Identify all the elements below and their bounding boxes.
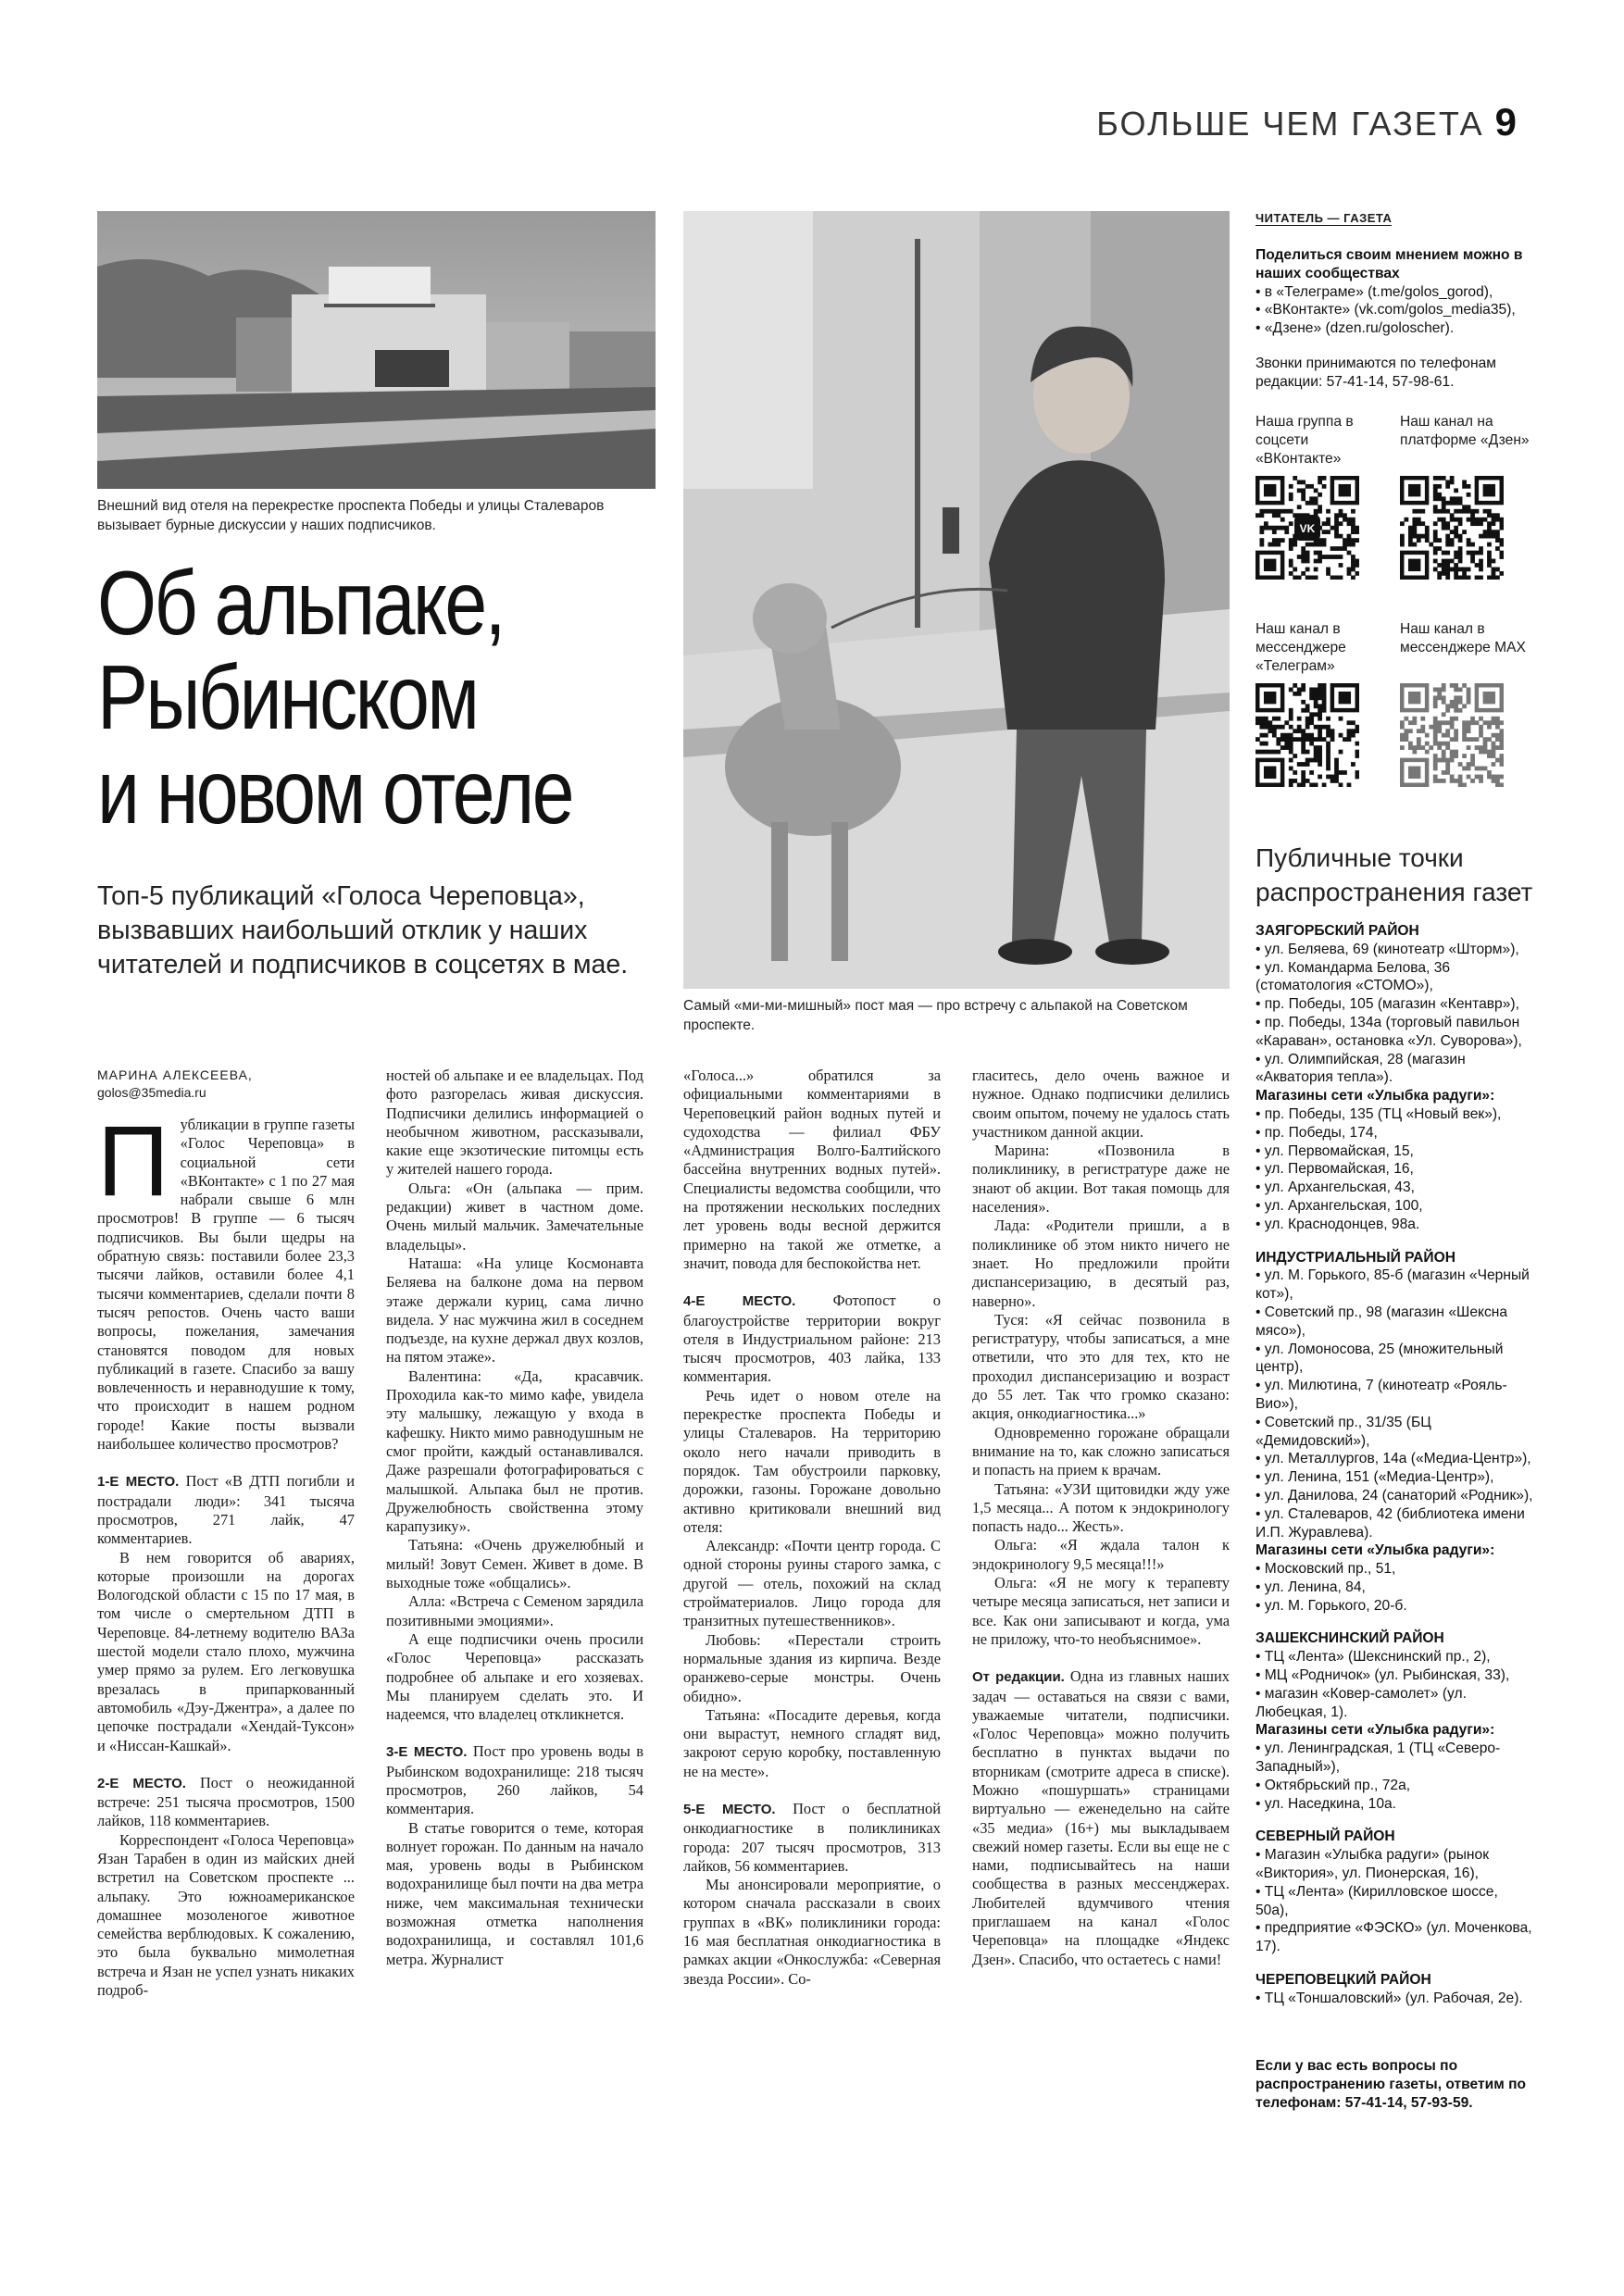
distribution-point: • ул. Архангельская, 100, <box>1255 1197 1423 1214</box>
district-block <box>1255 1828 1533 1956</box>
distribution-point: • ул. Первомайская, 15, <box>1255 1142 1414 1159</box>
paragraph: Одновременно горожане обращали внимание на то, как сложно записаться и попасть на прием к врачам. <box>972 1423 1230 1479</box>
distribution-point: • пр. Победы, 135 (ТЦ «Новый век»), <box>1255 1105 1502 1122</box>
qr-label-dzen: Наш канал на платформе «Дзен» <box>1400 414 1530 448</box>
distribution-point: • ул. Краснодонцев, 98а. <box>1255 1216 1420 1232</box>
phones-note: Звонки принимаются по телефонам редакции: 57-41-14, 57-98-61. <box>1255 355 1496 390</box>
page-number: 9 <box>1494 100 1518 144</box>
district-block <box>1255 922 1533 1234</box>
distribution-point: • ул. Командарма Белова, 36 (стоматология «СТОМО»), <box>1255 959 1451 994</box>
paragraph: Одна из главных наших задач — оставаться на связи с вами, уважаемые читатели, подписчики. «Голос Череповца» можно получить бесплатно в пунктах выдачи по вторникам (смотрите адреса в списке). Можно «пошуршать» страницами виртуально — еженедельно на сайте «35 медиа» (16+) мы выкладываем свежий номер газеты. Если вы еще не с нами, подписывайтесь на наши сообщества в разных мессенджерах. Любителей вдумчивого чтения приглашаем на канал «Голос Череповца» на площадке «Яндекс Дзен». Спасибо, что остаетесь с нами! <box>972 1667 1230 1968</box>
paragraph: Марина: «Позвонила в поликлинику, в регистратуре даже не знают об акции. Вот такая помощь для населения». <box>972 1142 1230 1217</box>
paragraph: Ольга: «Он (альпака — прим. редакции) живет в частном доме. Очень милый мальчик. Замечательные владельцы». <box>386 1179 643 1254</box>
qr-code-telegram[interactable] <box>1255 683 1359 787</box>
section-label: 5-Е МЕСТО. <box>683 1801 776 1817</box>
author-email: golos@35media.ru <box>97 1085 206 1100</box>
distribution-point: • ул. М. Горького, 85-б (магазин «Черный кот»), <box>1255 1267 1530 1303</box>
paragraph: Ольга: «Я не могу к терапевту четыре месяца записаться, нет записи и все. Как они записывают и когда, ума не приложу, что-то необъяснимое». <box>972 1574 1230 1648</box>
qr-label-telegram: Наш канал в мессенджере «Телеграм» <box>1255 621 1346 674</box>
article-column-4 <box>972 1067 1230 1969</box>
store-chain-label: Магазины сети «Улыбка радуги»: <box>1255 1722 1495 1739</box>
hotel-photo-caption: Внешний вид отеля на перекрестке проспекта Победы и улицы Сталеваров вызывает бурные дискуссии у наших подписчиков. <box>97 498 605 533</box>
distribution-point: • ТЦ «Лента» (Шекснинский пр., 2), <box>1255 1649 1491 1666</box>
paragraph: Татьяна: «Очень дружелюбный и милый! Зовут Семен. Живет в доме. В выходные тоже «общались». <box>386 1536 643 1592</box>
paragraph: Фотопост о благоустройстве территории вокруг отеля в Индустриальном районе: 213 тысяч просмотров, 403 лайка, 133 комментария. <box>683 1292 942 1386</box>
qr-label-max: Наш канал в мессенджере MAX <box>1400 621 1526 655</box>
district-block <box>1255 1629 1533 1813</box>
paragraph: В статье говорится о теме, которая волнует горожан. По данным на начало мая, уровень воды в Рыбинском водохранилище был почти на два метра ниже, чем максимальная технически возможная отметка наполнения водохранилища, и составлял 101,6 метра. Журналист <box>386 1818 643 1968</box>
distribution-point: • ул. Ленина, 151 («Медиа-Центр»), <box>1255 1469 1494 1486</box>
distribution-point: • пр. Победы, 105 (магазин «Кентавр»), <box>1255 996 1519 1013</box>
distribution-point: • МЦ «Родничок» (ул. Рыбинская, 33), <box>1255 1667 1510 1684</box>
paragraph: Татьяна: «УЗИ щитовидки жду уже 1,5 месяца... А потом к эндокринологу попасть надо... Жесть». <box>972 1479 1230 1536</box>
district-name: ЧЕРЕПОВЕЦКИЙ РАЙОН <box>1255 1972 1431 1989</box>
distribution-point: • ул. Ленина, 84, <box>1255 1578 1366 1595</box>
distribution-point: • ул. Ленинградская, 1 (ТЦ «Северо-Западный»), <box>1255 1741 1501 1776</box>
drop-cap: П <box>97 1104 169 1217</box>
distribution-point: • ул. Ломоносова, 25 (множительный центр), <box>1255 1341 1504 1376</box>
paragraph: Мы анонсировали мероприятие, о котором сначала рассказали в своих группах в «ВК» поликлиники города: 16 мая бесплатная онкодиагностика в рамках акции «Онкослужба: «Северная звезда России». Со- <box>683 1876 941 1988</box>
article-headline <box>97 552 580 842</box>
paragraph: Пост о бесплатной онкодиагностике в поликлиниках города: 207 тысяч просмотров, 313 лайков, 56 комментариев. <box>683 1799 941 1875</box>
qr-code-dzen[interactable] <box>1400 476 1504 580</box>
alpaca-photo-caption: Самый «ми-ми-мишный» пост мая — про встречу с альпакой на Советском проспекте. <box>683 998 1188 1033</box>
distribution-point: • Советский пр., 98 (магазин «Шексна мясо»), <box>1255 1304 1508 1339</box>
article-column-2 <box>386 1067 643 1969</box>
share-block <box>1255 246 1533 392</box>
distribution-point: • пр. Победы, 174, <box>1255 1124 1378 1141</box>
paragraph: Валентина: «Да, красавчик. Проходила как-то мимо кафе, увидела эту малышку, лежащую у входа в кафешку. Никто мимо равнодушным не смог пройти, каждый останавливался. Даже разрешали фотографироваться с малышкой. Альпака был не против. Дружелюбность свойственна этому карапузику». <box>386 1366 643 1536</box>
paragraph: В нем говорится об авариях, которые произошли на дорогах Вологодской области с 15 по 17 мая, в том числе о смертельном ДТП в Череповце. 84-летнему водителю ВАЗа шестой модели стало плохо, мужчина умер прямо за рулем. Его легковушка врезалась в припаркованный автомобиль «Дэу-Джентра», а далее по цепочке пострадали «Хендай-Туксон» и «Ниссан-Кашкай». <box>97 1548 355 1754</box>
store-chain-label: Магазины сети «Улыбка радуги»: <box>1255 1088 1495 1104</box>
paragraph: А еще подписчики очень просили «Голос Череповца» рассказать подробнее об альпаке и его хозяевах. Мы планируем сделать это. И надеемся, что владелец откликнется. <box>386 1629 643 1724</box>
paragraph: Наташа: «На улице Космонавта Беляева на балконе дома на первом этаже держали куриц, сама лично видела. У нас мужчина жил в соседнем подъезде, на кухне держал двух козлов, на пятом этаже». <box>386 1254 643 1366</box>
paragraph: Татьяна: «Посадите деревья, когда они вырастут, немного сгладят вид, закроют серую коробку, поставленную не на месте». <box>683 1705 941 1780</box>
distribution-point: • ул. Металлургов, 14а («Медиа-Центр»), <box>1255 1451 1531 1467</box>
share-item-dzen[interactable]: • «Дзене» (dzen.ru/goloscher). <box>1255 320 1455 337</box>
sidebar-tag: ЧИТАТЕЛЬ — ГАЗЕТА <box>1255 211 1393 225</box>
paragraph: Пост о неожиданной встрече: 251 тысяча просмотров, 1500 лайков, 118 комментариев. <box>97 1773 356 1830</box>
distribution-point: • предприятие «ФЭСКО» (ул. Моченкова, 17). <box>1255 1920 1532 1955</box>
distribution-point: • ул. Архангельская, 43, <box>1255 1179 1415 1196</box>
paragraph: «Голоса...» обратился за официальными комментариями в Череповецкий район водных путей и судоходства — филиал ФБУ «Администрация Волго-Балтийского бассейна внутренних водных путей». Специалисты ведомства сообщили, что на протяжении нескольких последних лет уровень воды весной держится примерно на такой же отметке, а значит, повода для беспокойства нет. <box>683 1067 941 1272</box>
section-title: БОЛЬШЕ ЧЕМ ГАЗЕТА <box>1096 105 1484 143</box>
article-column-1 <box>97 1104 356 2000</box>
paragraph: ностей об альпаке и ее владельцах. Под фото разгорелась живая дискуссия. Подписчики делились информацией о необычном животном, рассказывали, какие еще экзотические питомцы есть у жителей нашего города. <box>386 1067 643 1179</box>
headline-line: Рыбинском <box>97 646 478 748</box>
distribution-point: • ул. Первомайская, 16, <box>1255 1161 1414 1178</box>
paragraph: Туся: «Я сейчас позвонила в регистратуру, чтобы записаться, а мне ответили, что это для тех, кто не проходил диспансеризацию и возраст до 55 лет. Так что громко сказано: акция, онкодиагностика...» <box>972 1310 1230 1423</box>
distribution-point: • ул. Беляева, 69 (кинотеатр «Шторм»), <box>1255 941 1519 957</box>
store-chain-label: Магазины сети «Улыбка радуги»: <box>1255 1542 1495 1559</box>
headline-line: и новом отеле <box>97 741 573 842</box>
hotel-photo <box>97 211 656 489</box>
qr-label-vk: Наша группа в соцсети «ВКонтакте» <box>1255 414 1354 467</box>
share-item-telegram[interactable]: • в «Телеграме» (t.me/golos_gorod), <box>1255 283 1493 300</box>
distribution-point: • ул. М. Горького, 20-б. <box>1255 1597 1407 1614</box>
distribution-point: • магазин «Ковер-самолет» (ул. Любецкая, 1). <box>1255 1685 1467 1720</box>
share-item-vk[interactable]: • «ВКонтакте» (vk.com/golos_media35), <box>1255 302 1516 318</box>
distribution-point: • ул. Данилова, 24 (санаторий «Родник»), <box>1255 1487 1533 1504</box>
share-title: Поделиться своим мнением можно в наших сообществах <box>1255 247 1523 281</box>
district-name: ЗАЯГОРБСКИЙ РАЙОН <box>1255 923 1419 939</box>
district-name: ИНДУСТРИАЛЬНЫЙ РАЙОН <box>1255 1249 1456 1266</box>
distribution-point: • ТЦ «Лента» (Кирилловское шоссе, 50а), <box>1255 1883 1498 1918</box>
paragraph: Речь идет о новом отеле на перекрестке проспекта Победы и улицы Сталеваров. На территорию около него начали приводить в порядок. Там обустроили парковку, дорожки, газоны. Горожане довольно активно критиковали внешний вид отеля: <box>683 1386 941 1536</box>
section-label: 1-Е МЕСТО. <box>97 1474 180 1491</box>
district-block <box>1255 1971 1533 2008</box>
headline-line: Об альпаке, <box>97 552 504 654</box>
distribution-point: • Октябрьский пр., 72а, <box>1255 1777 1411 1793</box>
distribution-point: • ул. Наседкина, 10а. <box>1255 1795 1397 1812</box>
qr-code-vk[interactable] <box>1255 476 1359 580</box>
paragraph: Любовь: «Перестали строить нормальные здания из кирпича. Везде оранжево-серые монстры. Очень обидно». <box>683 1630 941 1705</box>
article-column-3 <box>683 1067 941 1989</box>
distribution-footer: Если у вас есть вопросы по распространению газеты, ответим по телефонам: 57-41-14, 57-93-59. <box>1255 2058 1527 2111</box>
distribution-point: • Московский пр., 51, <box>1255 1561 1396 1578</box>
paragraph: Пост про уровень воды в Рыбинском водохранилище: 218 тысяч просмотров, 260 лайков, 54 комментария. <box>386 1742 643 1818</box>
section-label: 2-Е МЕСТО. <box>97 1775 186 1791</box>
section-label: 3-Е МЕСТО. <box>386 1744 468 1761</box>
distribution-point: • ул. Сталеваров, 42 (библиотека имени И.П. Журавлева). <box>1255 1505 1525 1541</box>
qr-code-max[interactable] <box>1400 683 1504 787</box>
vk-logo-icon: VK <box>1299 522 1316 535</box>
paragraph: Корреспондент «Голоса Череповца» Язан Тарабен в один из майских дней встретил на Советском проспекте ... альпаку. Это южноамериканское домашнее мозоленогое животное семейства верблюдовых. К сожалению, это была буквально мимолетная встреча и Язан не успел узнать никаких подроб- <box>97 1830 355 2000</box>
author-name: МАРИНА АЛЕКСЕЕВА, <box>97 1067 253 1082</box>
distribution-point: • Советский пр., 31/35 (БЦ «Демидовский»), <box>1255 1414 1431 1449</box>
distribution-list <box>1255 922 1533 2008</box>
distribution-point: • Магазин «Улыбка радуги» (рынок «Виктория», ул. Пионерская, 16), <box>1255 1847 1490 1882</box>
paragraph: Ольга: «Я ждала талон к эндокринологу 9,5 месяца!!!» <box>972 1536 1230 1573</box>
article-lead: Топ-5 публикаций «Голоса Череповца», вызвавших наибольший отклик у наших читателей и подписчиков в соцсетях в мае. <box>97 881 629 980</box>
page-header <box>1093 100 1518 144</box>
section-label: От редакции. <box>972 1669 1065 1686</box>
paragraph: Пост «В ДТП погибли и пострадали люди»: 341 тысяча просмотров, 271 лайк, 47 комментариев. <box>97 1472 356 1548</box>
author-byline <box>97 1067 253 1102</box>
district-name: СЕВЕРНЫЙ РАЙОН <box>1255 1828 1395 1845</box>
section-label: 4-Е МЕСТО. <box>683 1293 796 1310</box>
paragraph: Лада: «Родители пришли, а в поликлинике об этом никто ничего не знает. Но предложили пройти диспансеризацию, в десятый раз, наверно». <box>972 1217 1230 1310</box>
distribution-point: • ТЦ «Тоншаловский» (ул. Рабочая, 2е). <box>1255 1990 1523 2006</box>
distribution-point: • ул. Милютина, 7 (кинотеатр «Рояль-Вио»), <box>1255 1378 1507 1412</box>
distribution-point: • пр. Победы, 134а (торговый павильон «Караван», остановка «Ул. Суворова»), <box>1255 1014 1522 1049</box>
paragraph: Александр: «Почти центр города. С одной стороны руины старого замка, с другой — отель, похожий на склад стройматериалов. Лицо города для транзитных путешественников». <box>683 1537 941 1630</box>
district-name: ЗАШЕКСНИНСКИЙ РАЙОН <box>1255 1630 1444 1647</box>
paragraph: гласитесь, дело очень важное и нужное. Однако подписчики делились своим опытом, почему не удалось стать участником данной акции. <box>972 1067 1230 1141</box>
paragraph: убликации в группе газеты «Голос Череповца» в социальной сети «ВКонтакте» с 1 по 27 мая набрали свыше 6 млн просмотров! В группе — 6 тысяч подписчиков. Вы были щедры на обратную связь: поставили более 23,3 тысячи лайков, оставили более 4,1 тысячи комментариев, сделали почти 8 тысяч репостов. Очень часто ваши вопросы, пожелания, замечания становятся поводом для новых публикаций в газете. Спасибо за вашу вовлеченность и неравнодушие к тому, что происходит в нашем родном городе! Какие посты вызвали наибольшее количество просмотров? <box>97 1116 355 1454</box>
alpaca-photo <box>683 211 1230 989</box>
distribution-title: Публичные точки распространения газет <box>1255 843 1533 906</box>
paragraph: Алла: «Встреча с Семеном зарядила позитивными эмоциями». <box>386 1592 643 1629</box>
distribution-point: • ул. Олимпийская, 28 (магазин «Акватория тепла»). <box>1255 1051 1466 1086</box>
district-block <box>1255 1249 1533 1616</box>
